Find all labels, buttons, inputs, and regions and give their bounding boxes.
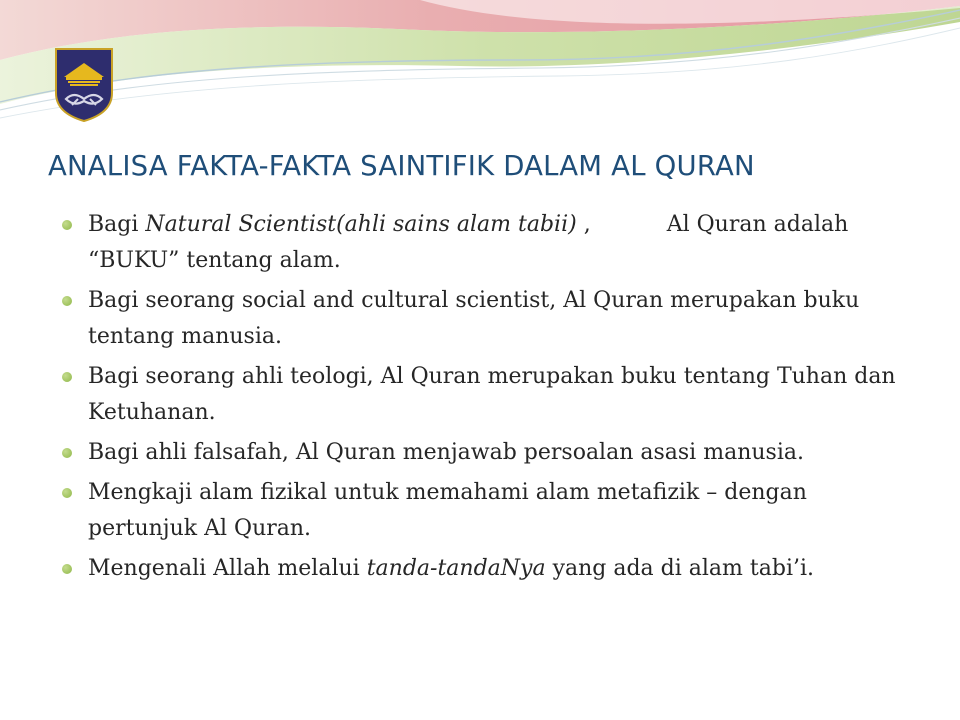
slide-title: ANALISA FAKTA-FAKTA SAINTIFIK DALAM AL QURAN	[48, 150, 755, 182]
bullet-item	[62, 435, 898, 471]
bullet-item	[62, 283, 898, 355]
bullet-text: Mengkaji alam fizikal untuk memahami alam metafizik – dengan pertunjuk Al Quran.	[88, 480, 807, 541]
bullet-list	[62, 207, 898, 591]
bullet-item	[62, 475, 898, 547]
bullet-text: Bagi seorang social and cultural scientist, Al Quran merupakan buku tentang manusia.	[88, 288, 860, 349]
bullet-text-part: yang ada di alam tabi’i.	[545, 556, 815, 581]
bullet-text-part: Bagi	[88, 212, 146, 237]
bullet-dot-icon	[62, 296, 72, 306]
bullet-dot-icon	[62, 488, 72, 498]
bullet-text: Bagi seorang ahli teologi, Al Quran merupakan buku tentang Tuhan dan Ketuhanan.	[88, 364, 896, 425]
bullet-dot-icon	[62, 372, 72, 382]
bullet-text-part: Al Quran adalah “BUKU” tentang alam.	[88, 212, 849, 273]
bullet-text-part: Mengenali Allah melalui	[88, 556, 367, 581]
bullet-text: Bagi ahli falsafah, Al Quran menjawab persoalan asasi manusia.	[88, 440, 804, 465]
bullet-dot-icon	[62, 220, 72, 230]
university-crest-icon	[52, 47, 116, 123]
bullet-item	[62, 207, 898, 279]
bullet-text-part: ,	[576, 212, 591, 237]
bullet-dot-icon	[62, 564, 72, 574]
bullet-emphasis: tanda-tandaNya	[366, 556, 546, 581]
header-wave-decoration	[0, 0, 960, 140]
bullet-emphasis: Natural Scientist(ahli sains alam tabii)	[145, 212, 577, 237]
bullet-dot-icon	[62, 448, 72, 458]
bullet-item	[62, 359, 898, 431]
bullet-item	[62, 551, 898, 587]
